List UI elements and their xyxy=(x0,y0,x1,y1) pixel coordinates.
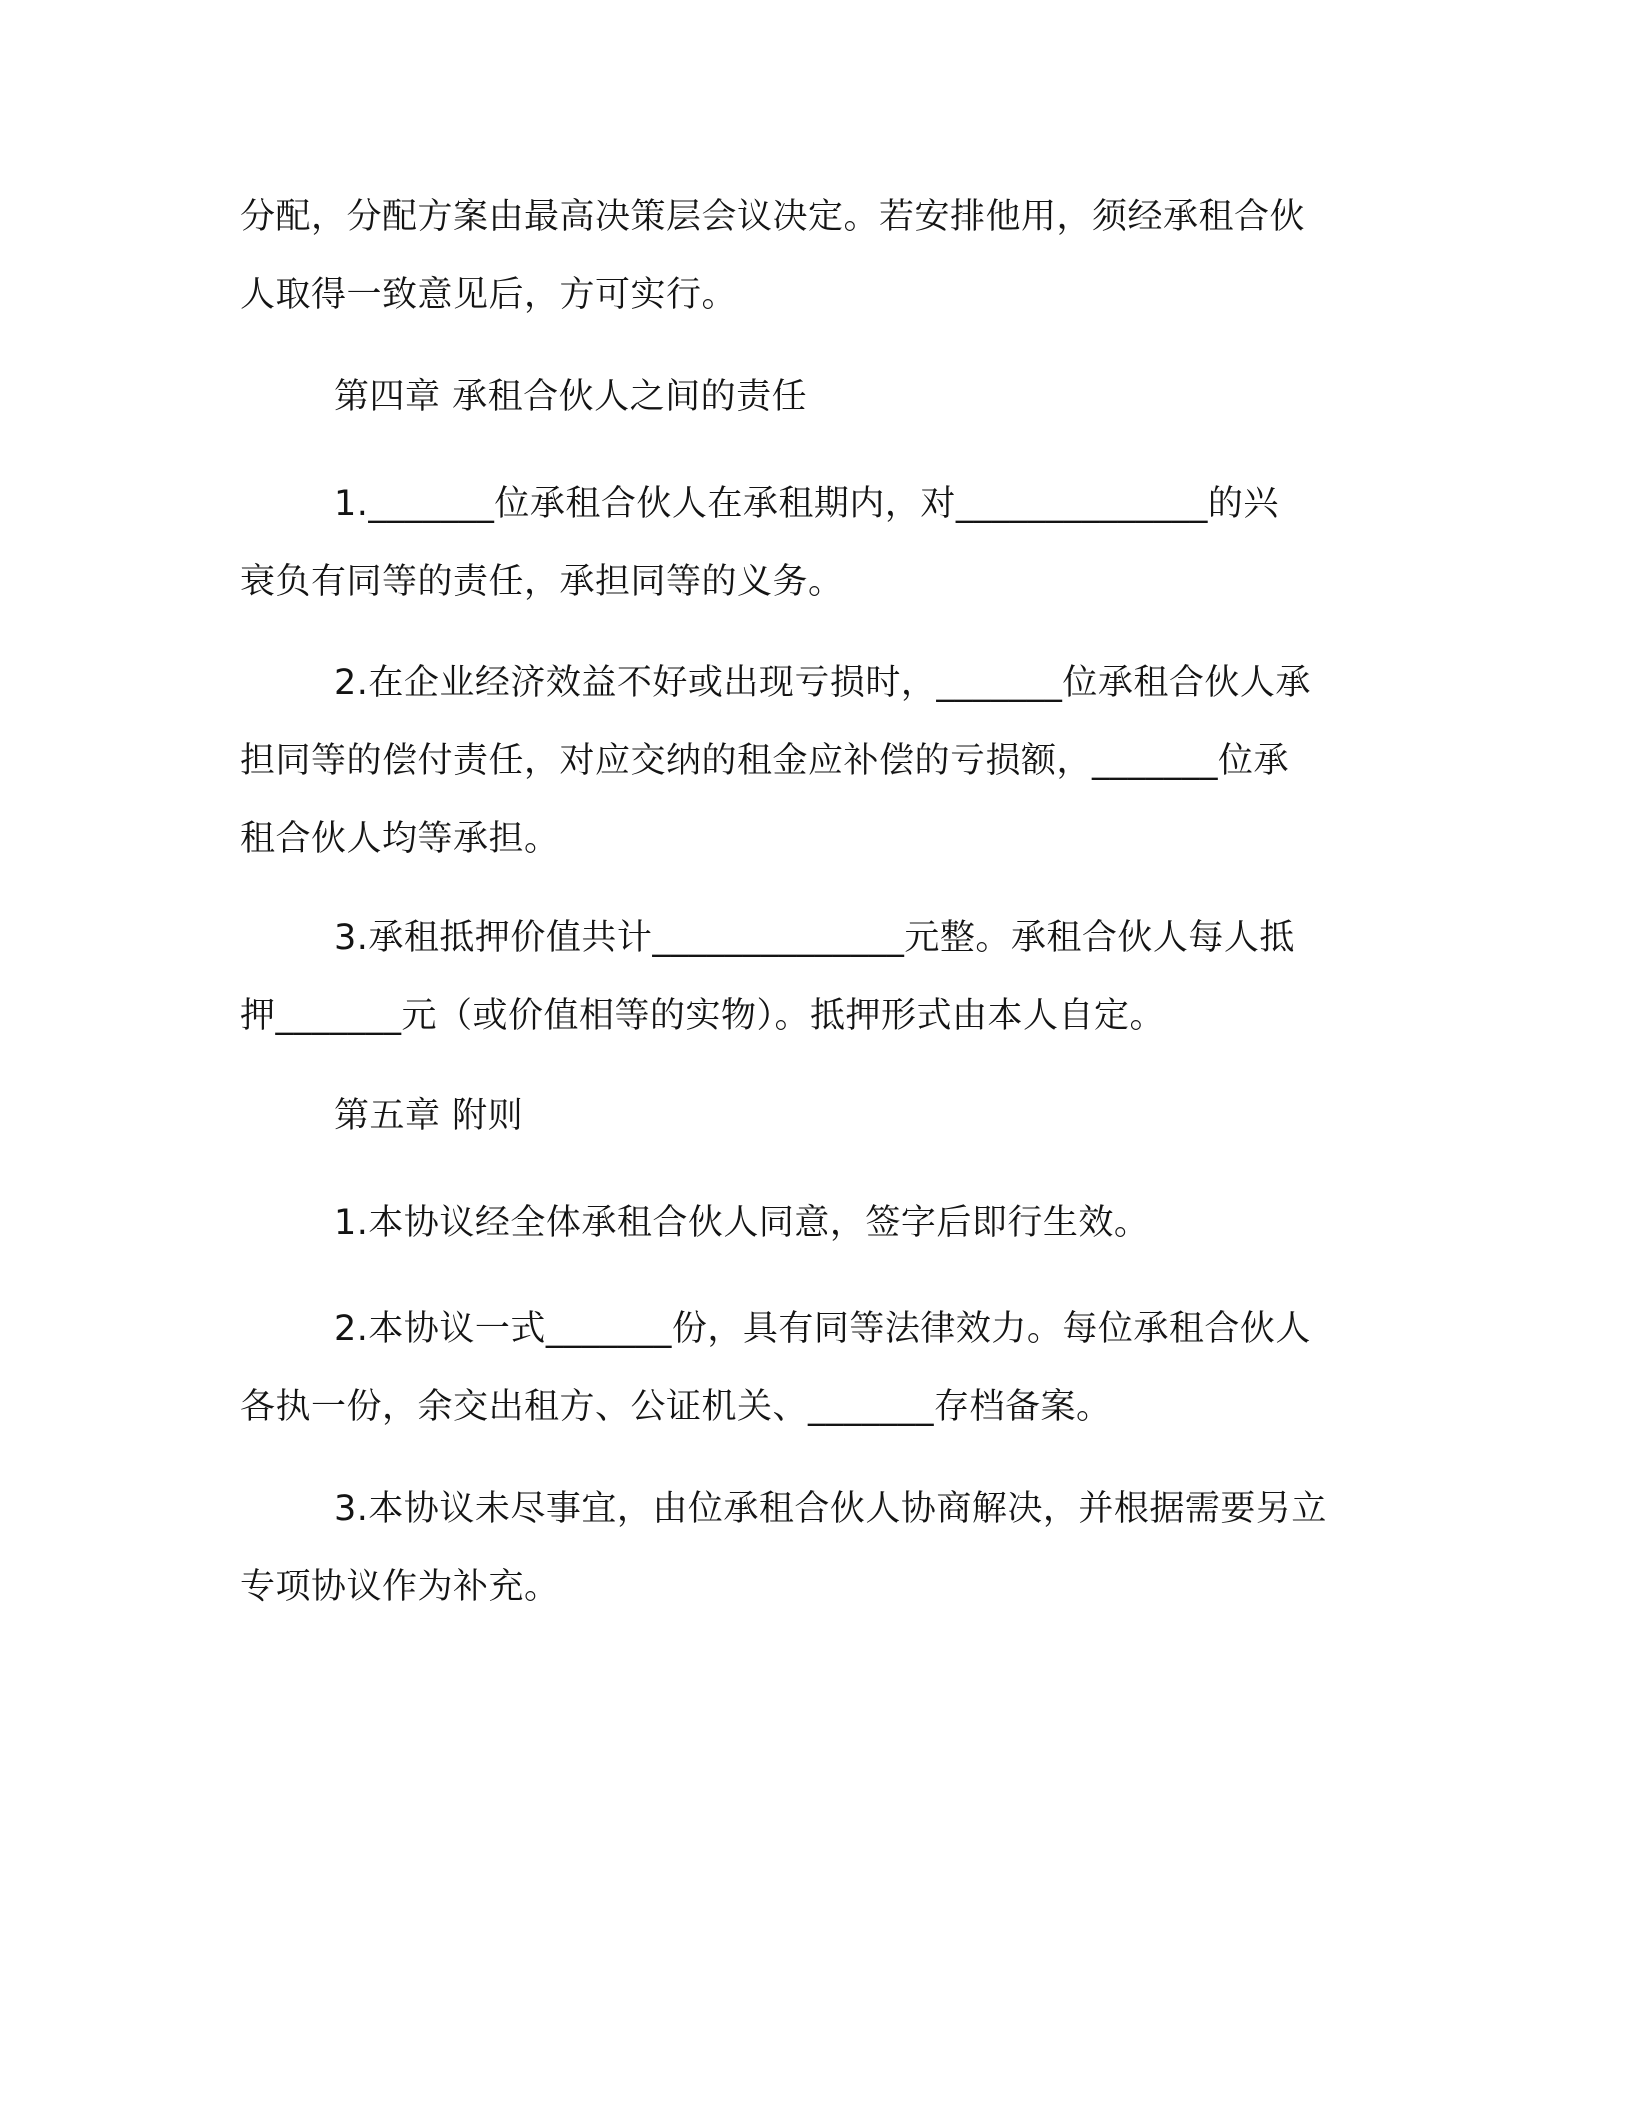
chapter-5-item-3-line-1: 3.本协议未尽事宜，由位承租合伙人协商解决，并根据需要另立 xyxy=(334,1489,1327,1529)
chapter-4-item-3-line-2: 押_______元（或价值相等的实物）。抵押形式由本人自定。 xyxy=(240,996,1166,1036)
chapter-4-item-2 xyxy=(240,644,1380,878)
chapter-4-heading-block xyxy=(240,358,1380,436)
chapter-4-item-2-line-1: 2.在企业经济效益不好或出现亏损时，_______位承租合伙人承 xyxy=(334,663,1311,703)
chapter-5-item-3-line-2: 专项协议作为补充。 xyxy=(240,1567,560,1607)
chapter-5-item-2-line-2: 各执一份，余交出租方、公证机关、_______存档备案。 xyxy=(240,1387,1112,1427)
intro-line-2: 人取得一致意见后，方可实行。 xyxy=(240,275,738,315)
chapter-4-item-3-line-1: 3.承租抵押价值共计______________元整。承租合伙人每人抵 xyxy=(334,918,1295,958)
chapter-5-item-1 xyxy=(240,1184,1380,1262)
chapter-5-heading-block xyxy=(240,1077,1380,1155)
chapter-5-item-2-line-1: 2.本协议一式_______份，具有同等法律效力。每位承租合伙人 xyxy=(334,1309,1311,1349)
chapter-5-item-1-line-1: 1.本协议经全体承租合伙人同意，签字后即行生效。 xyxy=(334,1203,1150,1243)
chapter-4-item-2-line-3: 租合伙人均等承担。 xyxy=(240,819,560,859)
intro-paragraph xyxy=(240,178,1380,334)
chapter-4-item-1-line-1: 1._______位承租合伙人在承租期内，对______________的兴 xyxy=(334,484,1279,524)
chapter-4-heading: 第四章 承租合伙人之间的责任 xyxy=(334,377,808,417)
chapter-5-item-2 xyxy=(240,1290,1380,1446)
chapter-5-heading: 第五章 附则 xyxy=(334,1096,524,1136)
chapter-4-item-2-line-2: 担同等的偿付责任，对应交纳的租金应补偿的亏损额，_______位承 xyxy=(240,741,1290,781)
chapter-4-item-3 xyxy=(240,899,1380,1055)
chapter-5-item-3 xyxy=(240,1470,1380,1626)
chapter-4-item-1 xyxy=(240,465,1380,621)
chapter-4-item-1-line-2: 衰负有同等的责任，承担同等的义务。 xyxy=(240,562,844,602)
intro-line-1: 分配，分配方案由最高决策层会议决定。若安排他用，须经承租合伙 xyxy=(240,197,1306,237)
